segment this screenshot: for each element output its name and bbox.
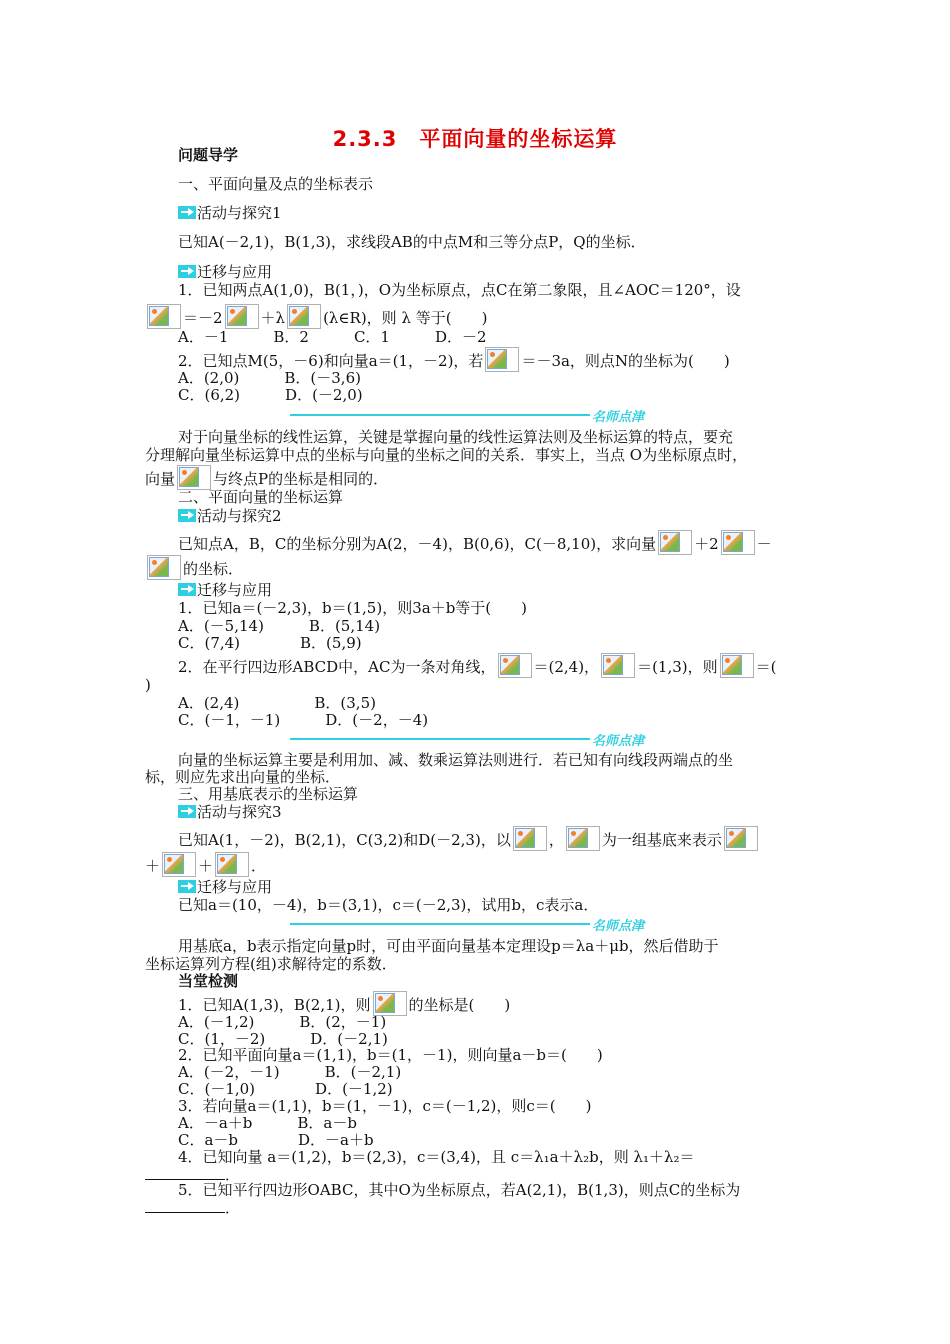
vector-image-icon [225,304,259,329]
t2-q1: 1．已知a＝(－2,3)，b＝(1,5)，则3a＋b等于( ) [178,599,528,617]
e2-options-1: A．(－2，－1) B．(－2,1) [178,1063,402,1081]
activity2-line2: 的坐标． [145,555,810,580]
e5-answer: ． [145,1198,810,1218]
e3-options-1: A．－a＋b B．a－b [178,1114,357,1132]
arrow-icon [178,206,196,219]
tip-badge: 名师点津 [592,410,645,425]
tip1-line2: 分理解向量坐标运算中点的坐标与向量的坐标之间的关系．事实上，当点 O为坐标原点时， [145,446,748,464]
arrow-icon [178,805,196,818]
t1-q1-line2: ＝－2 ＋λ (λ∈R)，则 λ 等于( ) [145,304,810,329]
separator-line [290,738,590,740]
activity3-line1: 已知A(1，－2)，B(2,1)，C(3,2)和D(－2,3)，以 ， 为一组基底来表示 [178,826,810,851]
t1-q1-line1: 1．已知两点A(1,0)，B(1，)，O为坐标原点，点C在第二象限，且∠AOC＝120°，设 [178,281,741,299]
vector-image-icon [162,852,196,877]
e3: 3．若向量a＝(1,1)，b＝(1，－1)，c＝(－1,2)，则c＝( ) [178,1097,592,1115]
tip-badge: 名师点津 [592,919,645,934]
activity3-line2: ＋ ＋ ． [145,852,810,877]
vector-image-icon [215,852,249,877]
t1-q2-options-2: C．(6,2) D．(－2,0) [178,386,363,404]
activity1-text: 已知A(－2,1)，B(1,3)，求线段AB的中点M和三等分点P，Q的坐标． [178,233,646,251]
t1-q2: 2．已知点M(5，－6)和向量a＝(1，－2)，若 ＝－3a，则点N的坐标为( ) [178,347,810,372]
activity1-heading: 活动与探究1 [178,204,810,223]
tip2-line1: 向量的坐标运算主要是利用加、减、数乘运算法则进行．若已知有向线段两端点的坐 [178,751,734,769]
tip-badge: 名师点津 [592,734,645,749]
e3-options-2: C．a－b D．－a＋b [178,1131,374,1149]
arrow-icon [178,880,196,893]
part2-heading: 二、平面向量的坐标运算 [178,488,344,506]
t2-q2-options-1: A．(2,4) B．(3,5) [178,694,376,712]
tip2-line2: 标，则应先求出向量的坐标． [145,768,341,786]
activity3-heading: 活动与探究3 [178,803,810,822]
e1-options-2: C．(1，－2) D．(－2,1) [178,1030,388,1048]
vector-image-icon [498,653,532,678]
separator-line [290,414,590,416]
vector-image-icon [566,826,600,851]
e2: 2．已知平面向量a＝(1,1)，b＝(1，－1)，则向量a－b＝( ) [178,1046,603,1064]
activity2-line1: 已知点A，B，C的坐标分别为A(2，－4)，B(0,6)，C(－8,10)，求向量 ＋2 － [178,530,810,555]
vector-image-icon [147,555,181,580]
t1-q2-options-1: A．(2,0) B．(－3,6) [178,369,361,387]
t2-q1-options-1: A．(－5,14) B．(5,14) [178,617,381,635]
e1-options-1: A．(－1,2) B．(2，－1) [178,1013,387,1031]
vector-image-icon [177,465,211,490]
vector-image-icon [658,530,692,555]
e5: 5．已知平行四边形OABC，其中O为坐标原点，若A(2,1)，B(1,3)，则点C的坐标为 [178,1181,741,1199]
part3-heading: 三、用基底表示的坐标运算 [178,785,359,803]
vector-image-icon [721,530,755,555]
e1: 1．已知A(1,3)，B(2,1)，则 的坐标是( ) [178,991,810,1016]
t2-q2-close: ) [145,676,151,694]
t2-q2-options-2: C．(－1，－1) D．(－2，－4) [178,711,429,729]
arrow-icon [178,509,196,522]
activity2-heading: 活动与探究2 [178,507,810,526]
vector-image-icon [513,826,547,851]
vector-image-icon [147,304,181,329]
arrow-icon [178,265,196,278]
e4-answer: ． [145,1165,810,1185]
t3-text: 已知a＝(10，－4)，b＝(3,1)，c＝(－2,3)，试用b，c表示a． [178,896,599,914]
arrow-icon [178,583,196,596]
e2-options-2: C．(－1,0) D．(－1,2) [178,1080,393,1098]
vector-image-icon [287,304,321,329]
transfer1-heading: 迁移与应用 [178,263,810,282]
answer-blank[interactable] [145,1165,225,1180]
e4: 4．已知向量 a＝(1,2)，b＝(2,3)，c＝(3,4)，且 c＝λ₁a＋λ₂b，则 λ₁＋λ₂＝ [178,1148,695,1166]
part1-heading: 一、平面向量及点的坐标表示 [178,175,374,193]
page-title: 2.3.3 平面向量的坐标运算 [332,127,618,151]
tip3-line2: 坐标运算列方程(组)求解待定的系数． [145,955,397,973]
tip1-line3: 向量 与终点P的坐标是相同的． [145,465,810,490]
tip3-line1: 用基底a，b表示指定向量p时，可由平面向量基本定理设p＝λa＋μb，然后借助于 [178,937,719,955]
vector-image-icon [724,826,758,851]
answer-blank[interactable] [145,1198,225,1213]
section-guide: 问题导学 [178,146,239,164]
separator-line [290,923,590,925]
t2-q1-options-2: C．(7,4) B．(5,9) [178,634,362,652]
transfer3-heading: 迁移与应用 [178,878,810,897]
vector-image-icon [601,653,635,678]
section-test: 当堂检测 [178,972,239,990]
vector-image-icon [720,653,754,678]
t1-q1-options: A．－1 B．2 C．1 D．－2 [178,328,487,346]
transfer2-heading: 迁移与应用 [178,581,810,600]
tip1-line1: 对于向量坐标的线性运算，关键是掌握向量的线性运算法则及坐标运算的特点，要充 [178,428,734,446]
t2-q2: 2．在平行四边形ABCD中，AC为一条对角线， ＝(2,4)， ＝(1,3)，则 ＝( [178,653,810,678]
